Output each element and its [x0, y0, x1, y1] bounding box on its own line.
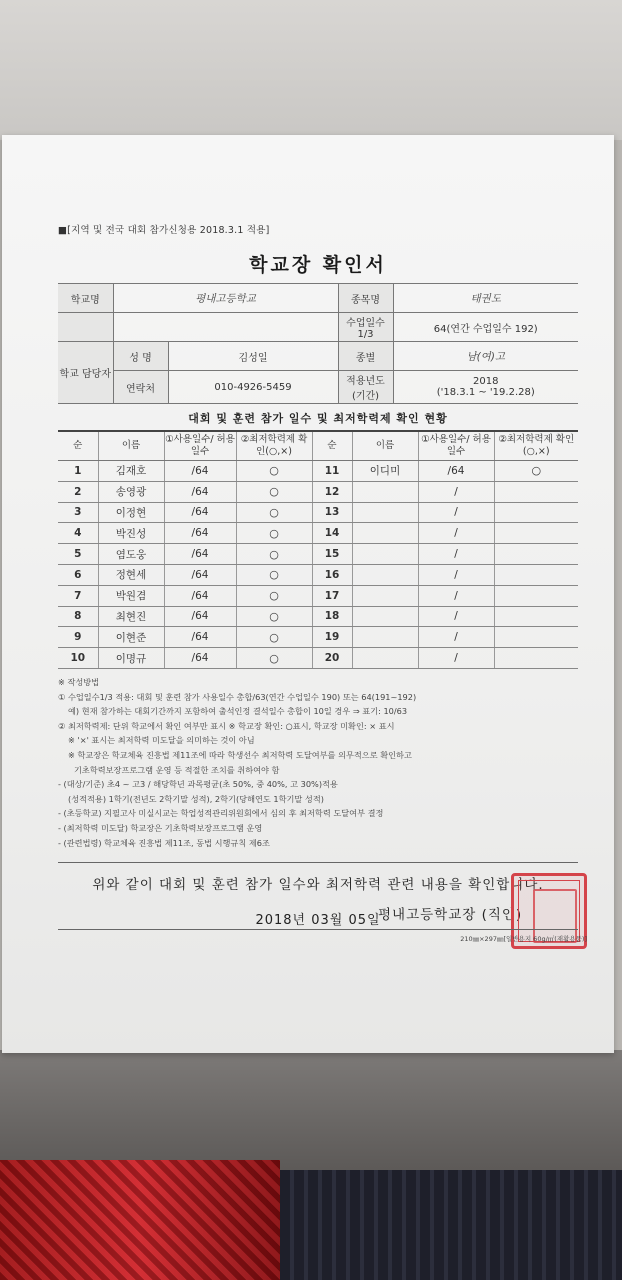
table-row [58, 461, 578, 482]
info-table [58, 283, 578, 404]
note-line: 기초학력보장프로그램 운영 등 적절한 조치를 취하여야 함 [74, 764, 280, 775]
row-no: 7 [58, 585, 98, 606]
apply-year-label: 적용년도 (기간) [338, 371, 393, 404]
row-days: /64 [164, 481, 236, 502]
gender-value: 남(여)고 [393, 342, 578, 371]
contact-label: 연락처 [113, 371, 168, 404]
row-min [494, 627, 578, 648]
header-min-left: ②최저학력제 확인(○,×) [236, 431, 312, 461]
row-no: 19 [312, 627, 352, 648]
issue-date: 2018년 03월 05일 [255, 913, 381, 929]
header-no-left: 순 [58, 431, 98, 461]
row-days: / [418, 502, 494, 523]
class-days-value: 64(연간 수업일수 192) [393, 313, 578, 342]
row-days: /64 [164, 461, 236, 482]
name-label: 성 명 [113, 342, 168, 371]
row-days: / [418, 648, 494, 669]
row-no: 1 [58, 461, 98, 482]
row-min [494, 585, 578, 606]
table-row [58, 648, 578, 669]
school-label: 학교명 [58, 284, 113, 313]
table-subtitle: 대회 및 훈련 참가 일수 및 최저학력제 확인 현황 [188, 412, 448, 425]
table-row [58, 606, 578, 627]
row-days: / [418, 481, 494, 502]
row-min: ○ [236, 648, 312, 669]
name-value: 김성일 [168, 342, 338, 371]
row-name: 정현세 [98, 564, 164, 585]
header-days-right: ①사용일수/ 허용일수 [418, 431, 494, 461]
row-name [352, 606, 418, 627]
row-name [352, 523, 418, 544]
row-no: 15 [312, 544, 352, 565]
table-row [58, 481, 578, 502]
certificate-document [58, 222, 578, 928]
row-days: / [418, 627, 494, 648]
table-row [58, 585, 578, 606]
row-min: ○ [236, 564, 312, 585]
row-name [352, 564, 418, 585]
note-line: - (대상/기준) 초4 ~ 고3 / 해당학년 과목평균(초 50%, 중 40%, 고 30%)적용 [58, 779, 338, 790]
row-min: ○ [236, 585, 312, 606]
row-days: / [418, 564, 494, 585]
notes-heading: ※ 작성방법 [58, 676, 100, 687]
table-row [58, 627, 578, 648]
note-line: ② 최저학력제: 단위 학교에서 확인 여부만 표시 ※ 학교장 확인: ○표시, 학교장 미확인: × 표시 [58, 720, 395, 731]
row-no: 13 [312, 502, 352, 523]
row-name: 최현진 [98, 606, 164, 627]
participation-table [58, 430, 578, 669]
row-no: 17 [312, 585, 352, 606]
table-header-row [58, 431, 578, 461]
row-no: 16 [312, 564, 352, 585]
paper-spec-footnote: 210㎜×297㎜[일반용지 60g/㎡(재활용품)] [460, 935, 587, 943]
row-no: 12 [312, 481, 352, 502]
document-title: 학교장 확인서 [249, 254, 387, 276]
row-min: ○ [236, 502, 312, 523]
row-no: 9 [58, 627, 98, 648]
row-min: ○ [236, 606, 312, 627]
row-min: ○ [236, 523, 312, 544]
row-days: /64 [164, 502, 236, 523]
row-days: / [418, 544, 494, 565]
row-min [494, 648, 578, 669]
row-min: ○ [236, 481, 312, 502]
note-line: (성적적용) 1학기(전년도 2학기말 성적), 2학기(당해연도 1학기말 성적) [68, 793, 324, 804]
note-line: - (관련법령) 학교체육 진흥법 제11조, 동법 시행규칙 제6조 [58, 837, 270, 848]
row-min [494, 606, 578, 627]
header-no-right: 순 [312, 431, 352, 461]
background-wall [0, 0, 622, 140]
row-name: 염도웅 [98, 544, 164, 565]
row-no: 3 [58, 502, 98, 523]
row-min [494, 523, 578, 544]
instructions [58, 675, 578, 850]
row-no: 4 [58, 523, 98, 544]
row-name [352, 502, 418, 523]
row-name [352, 648, 418, 669]
row-name [352, 544, 418, 565]
footer-divider [58, 929, 578, 930]
row-min [494, 481, 578, 502]
background-fabric [280, 1170, 622, 1280]
school-value: 평내고등학교 [113, 284, 338, 313]
contact-value: 010-4926-5459 [168, 371, 338, 404]
top-note: ■[지역 및 전국 대회 참가신청용 2018.3.1 적용] [58, 225, 270, 236]
row-min: ○ [494, 461, 578, 482]
row-name [352, 627, 418, 648]
row-days: / [418, 523, 494, 544]
header-days-left: ①사용일수/ 허용일수 [164, 431, 236, 461]
row-days: /64 [164, 544, 236, 565]
row-name: 김재호 [98, 461, 164, 482]
sport-label: 종목명 [338, 284, 393, 313]
row-name: 이정현 [98, 502, 164, 523]
row-min [494, 544, 578, 565]
row-no: 10 [58, 648, 98, 669]
principal-signature: 평내고등학교장 (직인) [378, 907, 523, 923]
row-no: 2 [58, 481, 98, 502]
row-days: /64 [164, 627, 236, 648]
row-days: /64 [164, 523, 236, 544]
table-row [58, 523, 578, 544]
row-days: / [418, 585, 494, 606]
row-min [494, 502, 578, 523]
note-line: ※ '×' 표시는 최저학력 미도달을 의미하는 것이 아님 [68, 735, 255, 746]
note-line: - (초등학교) 지필고사 미실시교는 학업성적관리위원회에서 심의 후 최저학력 도달여부 결정 [58, 808, 384, 819]
row-no: 8 [58, 606, 98, 627]
apply-period-value: ('18.3.1 ~ '19.2.28) [436, 387, 535, 398]
row-no: 6 [58, 564, 98, 585]
confirm-statement: 위와 같이 대회 및 훈련 참가 일수와 최저학력 관련 내용을 확인합니다. [58, 862, 578, 893]
row-name: 송영광 [98, 481, 164, 502]
row-days: /64 [164, 564, 236, 585]
note-line: ① 수업일수1/3 적용: 대회 및 훈련 참가 사용일수 총합/63(연간 수업일수 190) 또는 64(191~192) [58, 691, 417, 702]
row-days: /64 [164, 648, 236, 669]
row-min: ○ [236, 461, 312, 482]
row-min [494, 564, 578, 585]
row-no: 20 [312, 648, 352, 669]
apply-year-value: 2018 [473, 376, 499, 387]
row-name: 이명규 [98, 648, 164, 669]
row-min: ○ [236, 544, 312, 565]
row-days: /64 [418, 461, 494, 482]
note-line: - (최저학력 미도달) 학교장은 기초학력보장프로그램 운영 [58, 822, 263, 833]
background-cloth [0, 1160, 280, 1280]
note-line: ※ 학교장은 학교체육 진흥법 제11조에 따라 학생선수 최저학력 도달여부를 의무적으로 확인하고 [68, 749, 412, 760]
row-name [352, 481, 418, 502]
table-row [58, 544, 578, 565]
row-no: 14 [312, 523, 352, 544]
note-line: 예) 현재 참가하는 대회기간까지 포함하여 출석인정 결석일수 총합이 10일 경우 ⇒ 표기: 10/63 [68, 706, 408, 717]
row-name: 이디미 [352, 461, 418, 482]
row-min: ○ [236, 627, 312, 648]
row-days: /64 [164, 606, 236, 627]
gender-label: 종별 [338, 342, 393, 371]
manager-label: 학교 담당자 [58, 342, 113, 404]
row-no: 11 [312, 461, 352, 482]
header-name-left: 이름 [98, 431, 164, 461]
apply-year-cell [393, 371, 578, 404]
header-name-right: 이름 [352, 431, 418, 461]
sport-value: 태권도 [393, 284, 578, 313]
row-no: 5 [58, 544, 98, 565]
row-name: 이현준 [98, 627, 164, 648]
table-row [58, 564, 578, 585]
table-row [58, 502, 578, 523]
row-name: 박진성 [98, 523, 164, 544]
header-min-right: ②최저학력제 확인(○,×) [494, 431, 578, 461]
row-days: /64 [164, 585, 236, 606]
row-name [352, 585, 418, 606]
row-name: 박원겸 [98, 585, 164, 606]
class-days-label: 수업일수 1/3 [338, 313, 393, 342]
row-days: / [418, 606, 494, 627]
row-no: 18 [312, 606, 352, 627]
